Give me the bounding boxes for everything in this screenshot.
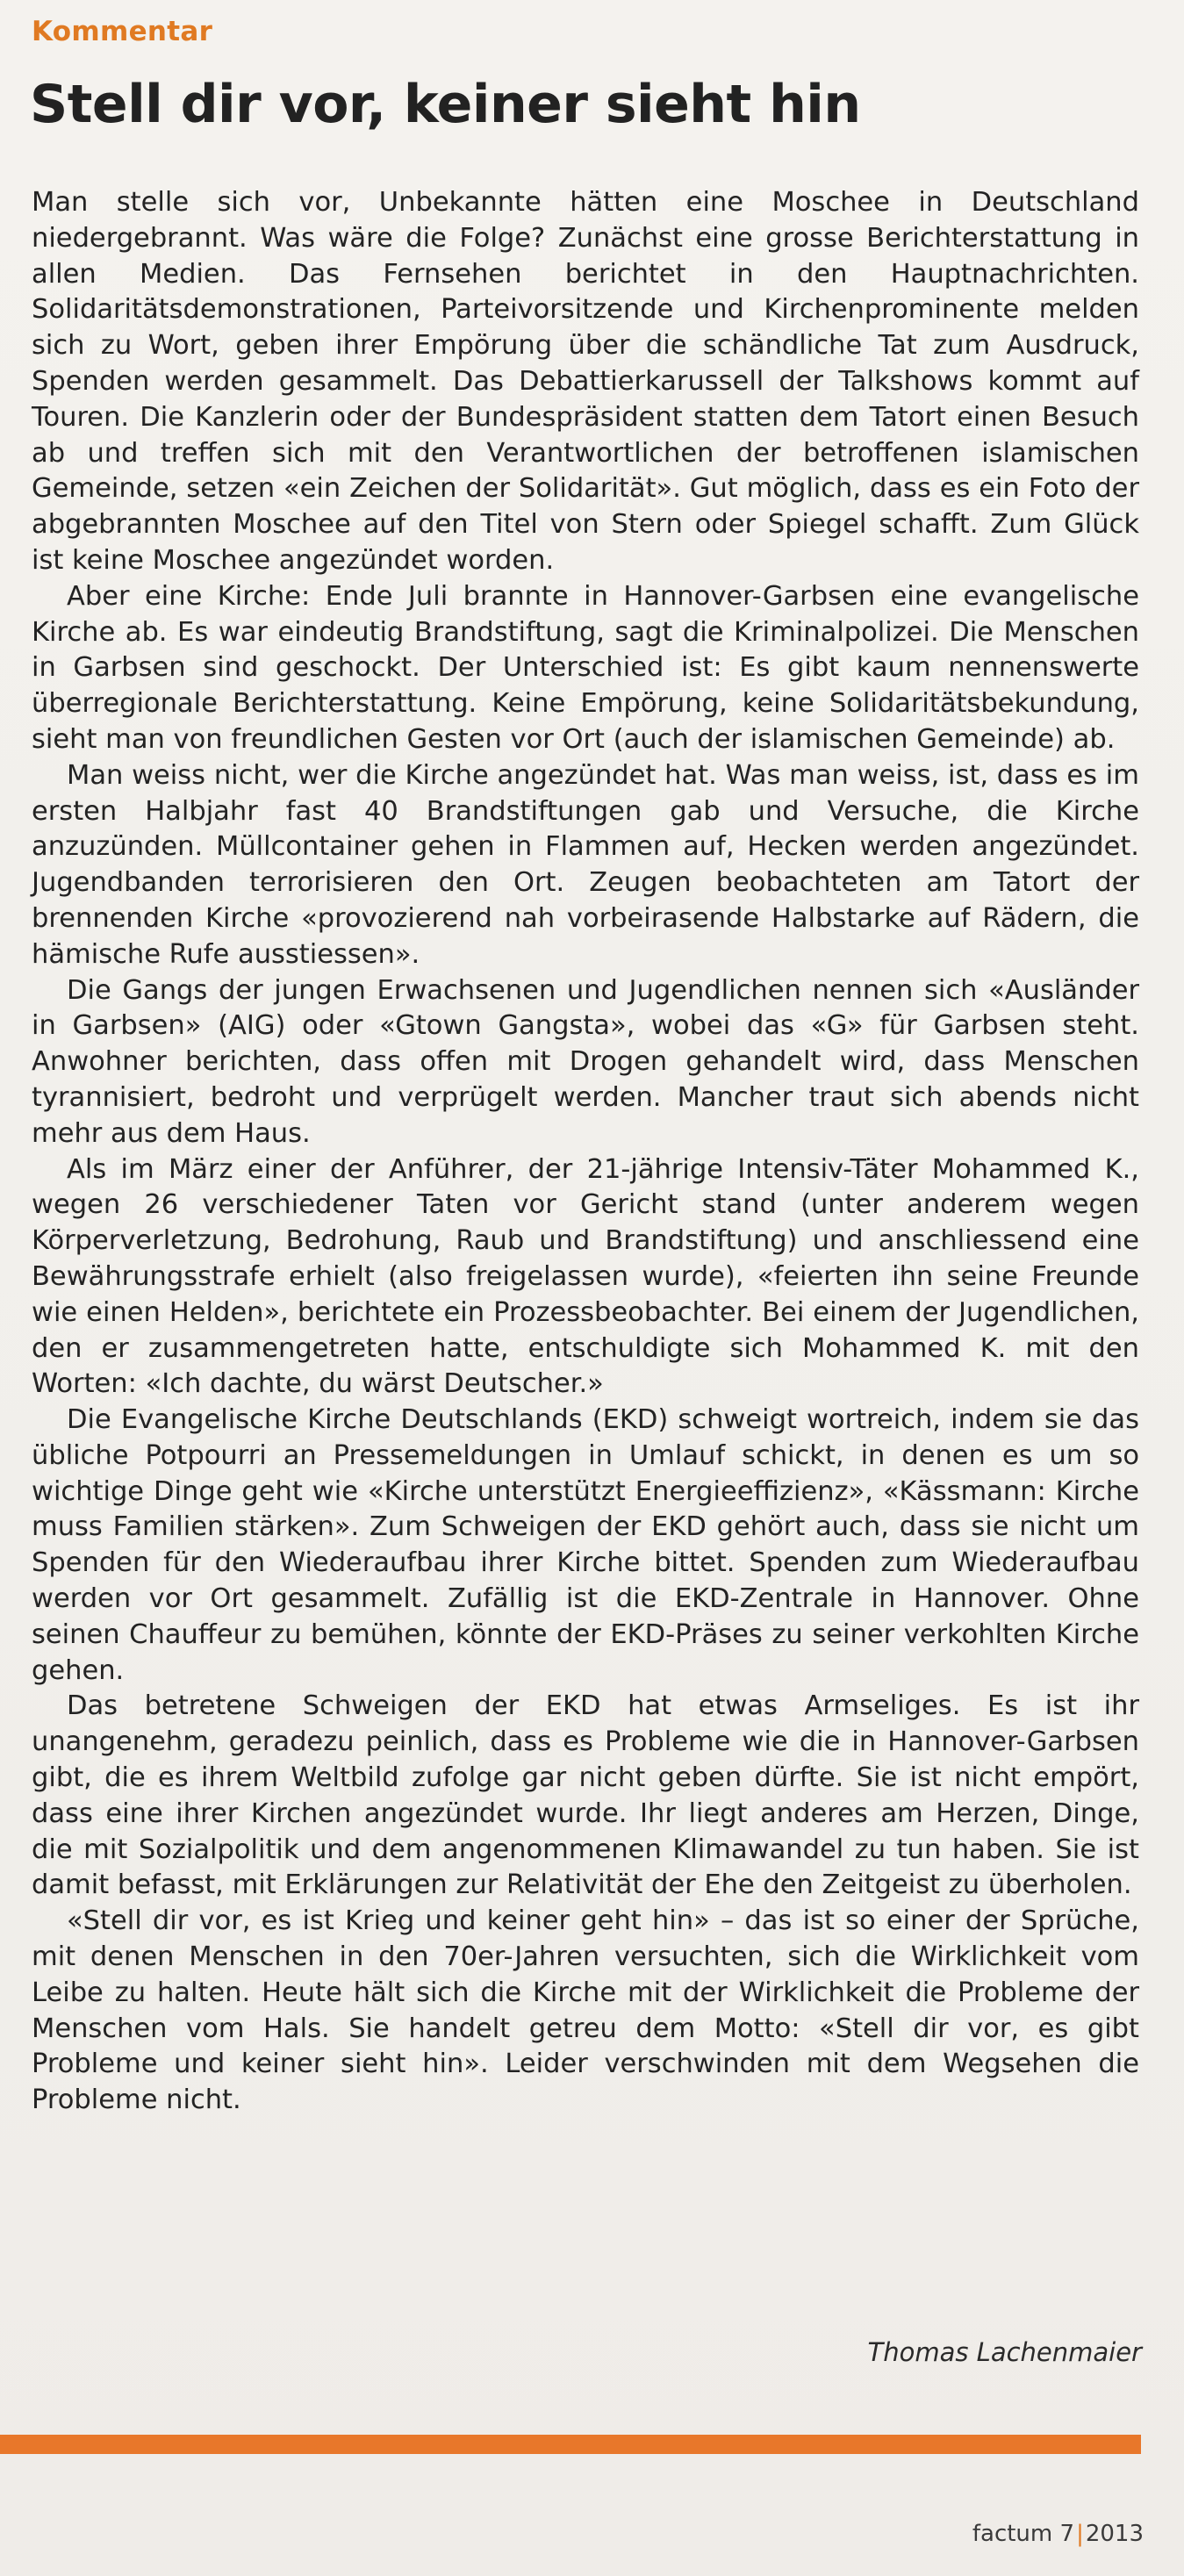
article-paragraph: Das betretene Schweigen der EKD hat etwas Armseliges. Es ist ihr unangenehm, geradezu peinlich, dass es Probleme wie die in Hannover-Garbsen gibt, die es ihrem Weltbild zufolge gar nicht geben dürfte. Sie ist nicht empört, dass eine ihrer Kirchen angezündet wurde. Ihr liegt anderes am Herzen, Dinge, die mit Sozialpolitik und dem angenommenen Klimawandel zu tun haben. Sie ist damit befasst, mit Erklärungen zur Relativität der Ehe den Zeitgeist zu überholen.	[32, 1690, 1139, 1901]
footer-separator: |	[1076, 2521, 1084, 2547]
article-paragraph: Man weiss nicht, wer die Kirche angezündet hat. Was man weiss, ist, dass es im ersten Halbjahr fast 40 Brandstiftungen gab und Versuche, die Kirche anzuzünden. Müllcontainer gehen in Flammen auf, Hecken werden angezündet. Jugendbanden terrorisieren den Ort. Zeugen beobachteten am Tatort der brennenden Kirche «provozierend nah vorbeirasende Halbstarke auf Rädern, die hämische Rufe ausstiessen».	[32, 759, 1139, 970]
article-body	[32, 185, 1139, 2119]
section-kicker: Kommentar	[32, 16, 213, 47]
article-paragraph: Die Evangelische Kirche Deutschlands (EKD) schweigt wortreich, indem sie das übliche Potpourri an Pressemeldungen in Umlauf schickt, in denen es um so wichtige Dinge geht wie «Kirche unterstützt Energieeffizienz», «Kässmann: Kirche muss Familien stärken». Zum Schweigen der EKD gehört auch, dass sie nicht um Spenden für den Wiederaufbau ihrer Kirche bittet. Spenden zum Wiederaufbau werden vor Ort gesammelt. Zufällig ist die EKD-Zentrale in Hannover. Ohne seinen Chauffeur zu bemühen, könnte der EKD-Präses zu seiner verkohlten Kirche gehen.	[32, 1404, 1139, 1686]
article-paragraph: Als im März einer der Anführer, der 21-jährige Intensiv-Täter Mohammed K., wegen 26 verschiedener Taten vor Gericht stand (unter anderem wegen Körperverletzung, Bedrohung, Raub und Brandstiftung) und anschliessend eine Bewährungsstrafe erhielt (also freigelassen wurde), «feierten ihn seine Freunde wie einen Helden», berichtete ein Prozessbeobachter. Bei einem der Jugendlichen, den er zusammengetreten hatte, entschuldigte sich Mohammed K. mit den Worten: «Ich dachte, du wärst Deutscher.»	[32, 1153, 1139, 1400]
author-signature: Thomas Lachenmaier	[867, 2337, 1142, 2367]
issue-number: 7	[1059, 2521, 1075, 2547]
article-paragraph: «Stell dir vor, es ist Krieg und keiner geht hin» – das ist so einer der Sprüche, mit denen Menschen in den 70er-Jahren versuchten, sich die Wirklichkeit vom Leibe zu halten. Heute hält sich die Kirche mit der Wirklichkeit die Probleme der Menschen vom Hals. Sie handelt getreu dem Motto: «Stell dir vor, es gibt Probleme und keiner sieht hin». Leider verschwinden mit dem Wegsehen die Probleme nicht.	[32, 1905, 1139, 2116]
article-title: Stell dir vor, keiner sieht hin	[30, 74, 861, 135]
article-paragraph: Die Gangs der jungen Erwachsenen und Jugendlichen nennen sich «Ausländer in Garbsen» (AIG) oder «Gtown Gangsta», wobei das «G» für Garbsen steht. Anwohner berichten, dass offen mit Drogen gehandelt wird, dass Menschen tyrannisiert, bedroht und verprügelt werden. Mancher traut sich abends nicht mehr aus dem Haus.	[32, 974, 1139, 1149]
article-paragraph: Aber eine Kirche: Ende Juli brannte in Hannover-Garbsen eine evangelische Kirche ab. Es war eindeutig Brandstiftung, sagt die Kriminalpolizei. Die Menschen in Garbsen sind geschockt. Der Unterschied ist: Es gibt kaum nennenswerte überregionale Berichterstattung. Keine Empörung, keine Solidaritätsbekundung, sieht man von freundlichen Gesten vor Ort (auch der islamischen Gemeinde) ab.	[32, 580, 1139, 755]
page-footer	[972, 2521, 1144, 2547]
orange-divider-rule	[0, 2435, 1141, 2454]
article-paragraph: Man stelle sich vor, Unbekannte hätten eine Moschee in Deutschland niedergebrannt. Was wäre die Folge? Zunächst eine grosse Berichterstattung in allen Medien. Das Fernsehen berichtet in den Hauptnachrichten. Solidaritätsdemonstrationen, Parteivorsitzende und Kirchenprominente melden sich zu Wort, geben ihrer Empörung über die schändliche Tat zum Ausdruck, Spenden werden gesammelt. Das Debattierkarussell der Talkshows kommt auf Touren. Die Kanzlerin oder der Bundespräsident statten dem Tatort einen Besuch ab und treffen sich mit den Verantwortlichen der betroffenen islamischen Gemeinde, setzen «ein Zeichen der Solidarität». Gut möglich, dass es ein Foto der abgebrannten Moschee auf den Titel von Stern oder Spiegel schafft. Zum Glück ist keine Moschee angezündet worden.	[32, 187, 1139, 576]
magazine-name: factum	[972, 2521, 1053, 2547]
issue-year: 2013	[1085, 2521, 1144, 2547]
